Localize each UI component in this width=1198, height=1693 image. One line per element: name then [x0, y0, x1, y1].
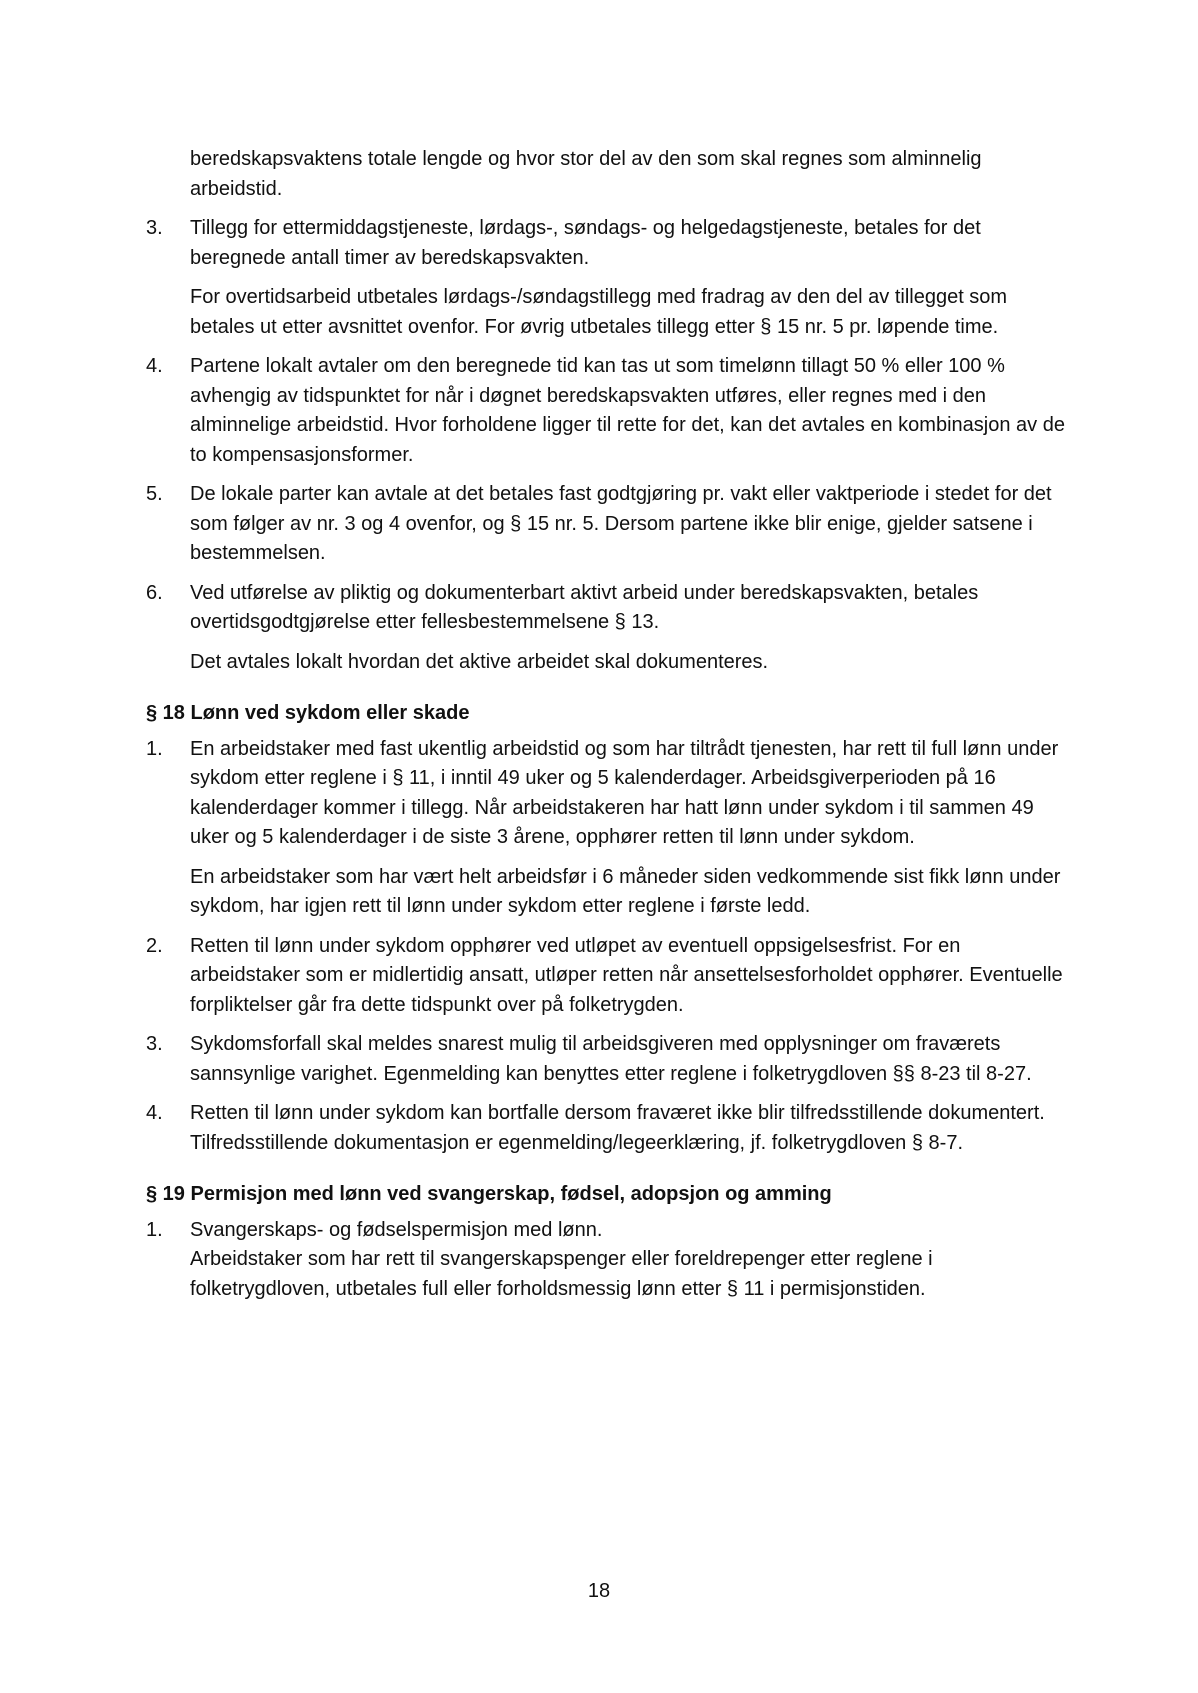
paragraph: For overtidsarbeid utbetales lørdags-/søndagstillegg med fradrag av den del av tillegget som betales ut etter avsnittet ovenfor. For øvrig utbetales tillegg etter § 15 nr. 5 pr. løpende time. [190, 286, 1008, 338]
list-item-body [190, 1216, 1066, 1305]
paragraph: Ved utførelse av pliktig og dokumenterbart aktivt arbeid under beredskapsvakten, betales overtidsgodtgjørelse etter fellesbestemmelsene § 13. [190, 581, 979, 633]
list-item [146, 214, 1066, 342]
paragraph: Det avtales lokalt hvordan det aktive arbeidet skal dokumenteres. [190, 650, 769, 673]
page-content [146, 145, 1066, 1314]
list-item [146, 480, 1066, 569]
list-item [146, 1099, 1066, 1158]
paragraph: Retten til lønn under sykdom kan bortfalle dersom fraværet ikke blir tilfredsstillende dokumentert. Tilfredsstillende dokumentasjon er egenmelding/legeerklæring, jf. folketrygdloven § 8-7. [190, 1102, 1045, 1154]
list-item-body [190, 480, 1066, 569]
list-item-number: 3. [146, 1033, 163, 1055]
paragraph: Svangerskaps- og fødselspermisjon med lønn. [190, 1218, 603, 1241]
list-item-number: 3. [146, 217, 163, 239]
list-item-body [190, 735, 1066, 922]
list-item-body [190, 352, 1066, 470]
continued-paragraph: beredskapsvaktens totale lengde og hvor stor del av den som skal regnes som alminnelig arbeidstid. [190, 148, 982, 200]
section-heading-18: § 18 Lønn ved sykdom eller skade [146, 702, 470, 724]
paragraph: Retten til lønn under sykdom opphører ved utløpet av eventuell oppsigelsesfrist. For en arbeidstaker som er midlertidig ansatt, utløper retten når ansettelsesforholdet opphører. Eventuelle forpliktelser går fra dette tidspunkt over på folketrygden. [190, 934, 1063, 1016]
list-item-body [190, 932, 1066, 1021]
list-item [146, 932, 1066, 1021]
paragraph: De lokale parter kan avtale at det betales fast godtgjøring pr. vakt eller vaktperiode i stedet for det som følger av nr. 3 og 4 ovenfor, og § 15 nr. 5. Dersom partene ikke blir enige, gjelder satsene i bestemmelsen. [190, 483, 1052, 564]
page-number: 18 [587, 1580, 611, 1602]
list-item [146, 1030, 1066, 1089]
list-item [146, 579, 1066, 678]
paragraph: Tillegg for ettermiddagstjeneste, lørdags-, søndags- og helgedagstjeneste, betales for det beregnede antall timer av beredskapsvakten. [190, 217, 981, 269]
paragraph: Partene lokalt avtaler om den beregnede tid kan tas ut som timelønn tillagt 50 % eller 100 % avhengig av tidspunktet for når i døgnet beredskapsvakten utføres, eller regnes med i den alminnelige arbeidstid. Hvor forholdene ligger til rette for det, kan det avtales en kombinasjon av de to kompensasjonsformer. [190, 355, 1065, 466]
list-item-body [190, 214, 1066, 342]
list-item-number: 4. [146, 1102, 163, 1124]
list-item-body [190, 1099, 1066, 1158]
list-item-number: 2. [146, 934, 163, 957]
list-item-number: 5. [146, 483, 163, 505]
list-item [146, 352, 1066, 470]
list-item [146, 1216, 1066, 1305]
list-item-body [190, 579, 1066, 678]
list-item [146, 735, 1066, 922]
section-heading-19: § 19 Permisjon med lønn ved svangerskap, fødsel, adopsjon og amming [146, 1183, 832, 1205]
list-item-number: 1. [146, 737, 163, 760]
list-item-number: 6. [146, 581, 163, 604]
paragraph: Arbeidstaker som har rett til svangerskapspenger eller foreldrepenger etter reglene i folketrygdloven, utbetales full eller forholdsmessig lønn etter § 11 i permisjonstiden. [190, 1248, 933, 1300]
paragraph: Sykdomsforfall skal meldes snarest mulig til arbeidsgiveren med opplysninger om fraværets sannsynlige varighet. Egenmelding kan benyttes etter reglene i folketrygdloven §§ 8-23 til 8-27. [190, 1033, 1032, 1085]
list-item-number: 4. [146, 355, 163, 377]
list-item-number: 1. [146, 1218, 163, 1241]
paragraph: En arbeidstaker som har vært helt arbeidsfør i 6 måneder siden vedkommende sist fikk lønn under sykdom, har igjen rett til lønn under sykdom etter reglene i første ledd. [190, 865, 1061, 917]
list-item-body [190, 1030, 1066, 1089]
paragraph: En arbeidstaker med fast ukentlig arbeidstid og som har tiltrådt tjenesten, har rett til full lønn under sykdom etter reglene i § 11, i inntil 49 uker og 5 kalenderdager. Arbeidsgiverperioden på 16 kalenderdager kommer i tillegg. Når arbeidstakeren har hatt lønn under sykdom i til sammen 49 uker og 5 kalenderdager i de siste 3 årene, opphører retten til lønn under sykdom. [190, 737, 1059, 848]
